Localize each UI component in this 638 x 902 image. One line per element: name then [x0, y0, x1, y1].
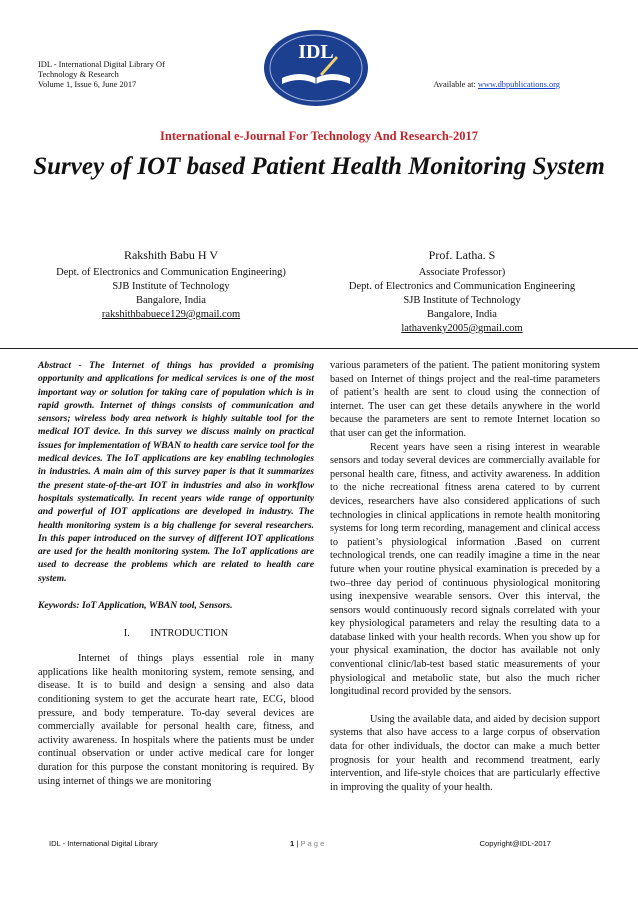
author-name: Prof. Latha. S — [428, 248, 496, 262]
abstract-text: Abstract - The Internet of things has provided a promising opportunity and applications for medical services is one of the most important way or solution for taking care of population which is in rapid growth. Internet of things consists of communication and sensors; wireless body area network is highly suitable tool for the medical IOT device. In this survey we discuss mainly on practical issues for implementation of WBAN to health care service tool for the medical devices. The IoT applications are key enabling technologies in industries. A main aim of this survey paper is that it summarizes the present state-of-the-art IOT in industries and also in workflow hospitals systematically. In recent years wide range of opportunity and powerful of IOT applications are developed in industry. The health monitoring system is a big challenge for several researchers. In this paper introduced on the survey of different IOT applications are used for the health monitoring system. The IoT applications are used to decrease the problems which are related to health care system. — [38, 360, 314, 584]
author-affiliation: Bangalore, India — [136, 295, 206, 306]
header-line: Technology & Research — [38, 70, 119, 79]
author-name: Rakshith Babu H V — [123, 248, 219, 262]
journal-title: International e-Journal For Technology And Research-2017 — [160, 129, 478, 143]
author-block-1 — [52, 248, 290, 322]
idl-logo — [260, 28, 372, 108]
page-number: 1 — [290, 839, 295, 848]
body-paragraph: Recent years have seen a rising interest in wearable sensors and today several devices are commercially available for personal health care, fitness, and activity awareness. In addition to the niche recreational fitness arena catered to by current devices, researchers have also considered applications of such technologies in clinical applications in remote health monitoring systems for long term recording, management and clinical access to patient’s physiological information .Based on current technological trends, one can readily imagine a time in the near future when your routine physical examination is preceded by a two–three day period of continuous physiological monitoring using inexpensive wearable sensors. Over this interval, the sensors would continuously record signals correlated with your key physiological parameters and relay the resulting data to a database linked with your health records. When you show up for your physical examination, the doctor has available not only conventional clinic/lab-test based static measurements of your physiological and metabolic state, but also the much richer longitudinal record provided by the sensors. — [330, 441, 600, 698]
author-email-link[interactable]: lathavenky2005@gmail.com — [401, 323, 523, 334]
intro-paragraph: Internet of things plays essential role in many applications like health monitoring system, remote sensing, and disease. It is to build and design a sensing and also data conditioning system to get the accurate heart rate, ECG, blood pressure, and body temperature. To-day several devices are commercially available for personal health care, fitness, and activity awareness. In hospitals where the patients must be under continual observation or under active medical care for longer duration for this purpose the constant monitoring is required. By using internet of things we are monitoring — [38, 653, 314, 787]
available-label: Available at: — [433, 80, 478, 89]
author-email-link[interactable]: rakshithbabuece129@gmail.com — [101, 309, 241, 320]
author-affiliation: SJB Institute of Technology — [403, 295, 521, 306]
author-affiliation: Dept. of Electronics and Communication Engineering — [348, 281, 576, 292]
right-column — [330, 359, 600, 794]
header-line: Volume 1, Issue 6, June 2017 — [38, 80, 137, 89]
keywords-text: Keywords: IoT Application, WBAN tool, Sensors. — [38, 600, 233, 612]
left-column — [38, 359, 314, 788]
body-paragraph: Using the available data, and aided by decision support systems that also have access to a large corpus of observation data for other individuals, the doctor can make a much better prognosis for your health and recommend treatment, early intervention, and life-style choices that are particularly effective in improving the quality of your health. — [330, 713, 600, 793]
author-block-2 — [330, 248, 594, 336]
paper-title: Survey of IOT based Patient Health Monitoring System — [33, 153, 605, 180]
page-separator: | — [294, 839, 301, 848]
journal-website-link[interactable]: www.dbpublications.org — [477, 80, 560, 89]
section-divider — [0, 348, 638, 349]
author-affiliation: Associate Professor) — [418, 267, 506, 278]
footer-page-number — [290, 839, 324, 848]
footer-library: IDL - International Digital Library — [49, 839, 158, 848]
author-affiliation: Bangalore, India — [427, 309, 497, 320]
section-heading: I. INTRODUCTION — [123, 627, 229, 639]
page-word: P a g e — [300, 839, 325, 848]
header-publication-info — [38, 60, 165, 90]
footer-copyright: Copyright@IDL-2017 — [479, 839, 551, 848]
header-availability — [433, 80, 560, 89]
logo-text: IDL — [298, 41, 334, 63]
header-line: IDL - International Digital Library Of — [38, 60, 165, 69]
author-affiliation: Dept. of Electronics and Communication Engineering) — [56, 267, 286, 278]
body-paragraph: various parameters of the patient. The patient monitoring system based on Internet of things project and the real-time parameters of patient’s health are sent to cloud using the connection of internet. The user can get these details anywhere in the world because the parameters are sent to remote Internet location so that user can get the information. — [330, 360, 600, 439]
author-affiliation: SJB Institute of Technology — [112, 281, 230, 292]
